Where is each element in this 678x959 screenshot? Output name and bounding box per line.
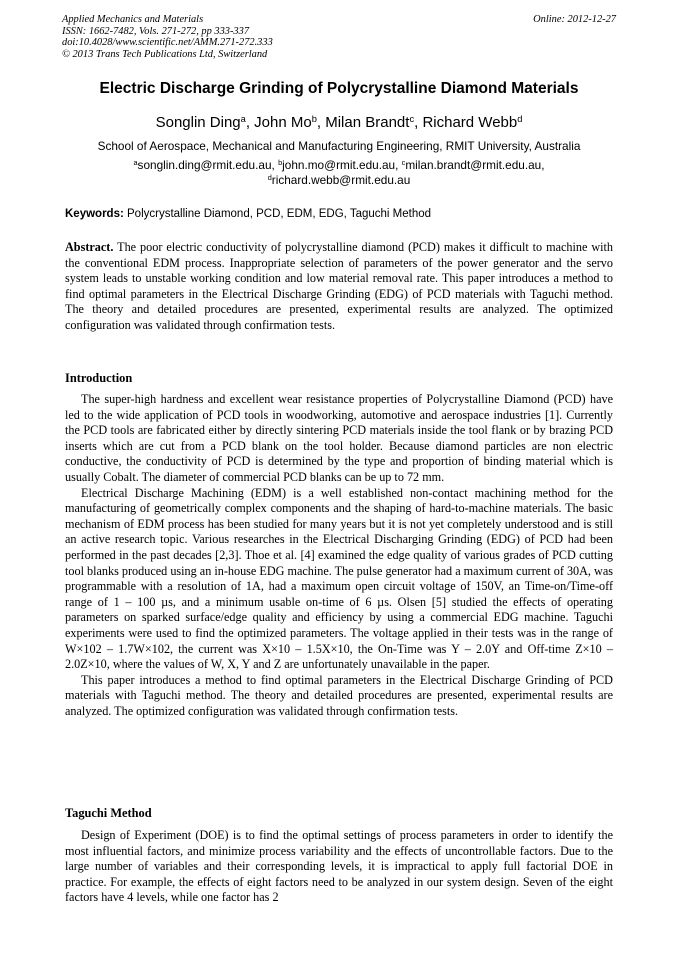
author-sup: a <box>240 113 246 124</box>
email-sup: d <box>267 172 272 182</box>
keywords-text: Polycrystalline Diamond, PCD, EDM, EDG, Taguchi Method <box>127 208 432 220</box>
abstract <box>65 240 613 334</box>
author: Milan Brandt <box>325 114 410 131</box>
author: John Mo <box>254 114 312 131</box>
email-link[interactable]: milan.brandt@rmit.edu.au <box>405 158 542 172</box>
email-link[interactable]: richard.webb@rmit.edu.au <box>271 173 411 187</box>
section-heading-introduction: Introduction <box>65 371 133 385</box>
email-sup: b <box>278 157 283 167</box>
doi-line: doi:10.4028/www.scientific.net/AMM.271-272.333 <box>62 37 273 49</box>
issn-line: ISSN: 1662-7482, Vols. 271-272, pp 333-337 <box>62 25 250 37</box>
journal-name: Applied Mechanics and Materials <box>62 14 204 25</box>
keywords-label: Keywords: <box>65 208 124 220</box>
keywords <box>65 208 613 220</box>
paragraph: Electrical Discharge Machining (EDM) is a well established non-contact machining method for the manufacturing of geometrically complex components and the shaping of hard-to-machine materials. The basic mechanism of EDM process has been studied for many years but it is not yet completely understood and is still an active research topic. Various researches in the Electrical Discharging Grinding (EDG) of PCD had been performed in the past decades [2,3]. Thoe et al. [4] examined the edge quality of various grades of PCD cutting tool blanks produced using an in-house EDG machine. The pulse generator had a maximum current of 30A, was programmable with a resolution of 1A, had a maximum open circuit voltage of 150V, an Time-on/Time-off range of 1 – 100 µs, and a minimum usable on-time of 6 µs. Olsen [5] studied the effects of operating parameters on sparked surface/edge quality and efficiency by using a commercial EDG machine. Taguchi experiments were used to find the optimized parameters. The voltage applied in their tests was in the range of W×102 – 1.7W×102, the current was X×10 – 1.5X×10, the On-Time was Y – 2.0Y and Off-time Z×10 – 2.0Z×10, where the values of W, X, Y and Z are unfortunately unavailable in the paper. <box>65 485 613 672</box>
online-date: Online: 2012-12-27 <box>533 14 616 25</box>
author: Songlin Ding <box>155 114 241 131</box>
author-sup: c <box>409 113 415 124</box>
paragraph: The super-high hardness and excellent wear resistance properties of Polycrystalline Diamond (PCD) have led to the wide application of PCD tools in woodworking, automotive and aerospace industries [1]. Currently the PCD tools are fabricated either by directly sintering PCD materials inside the tool flank or by brazing PCD inserts which are cut from a PCD blank on the tool holder. Because diamond particles are non electric conductive, the conductivity of PCD is determined by the type and proportion of binding material which is usually Cobalt. The diameter of commercial PCD blanks can be up to 72 mm. <box>65 392 613 484</box>
email-sup: c <box>401 157 406 167</box>
email-sup: a <box>133 157 138 167</box>
author: Richard Webb <box>422 114 518 131</box>
journal-header <box>62 14 616 60</box>
paragraph: This paper introduces a method to find optimal parameters in the Electrical Discharge Grinding of PCD materials with Taguchi method. The theory and detailed procedures are presented, experimental results are analyzed. The optimized configuration was validated through confirmation tests. <box>65 672 613 718</box>
paper-title: Electric Discharge Grinding of Polycrystalline Diamond Materials <box>99 80 579 97</box>
email-link[interactable]: john.mo@rmit.edu.au <box>282 158 396 172</box>
introduction-body <box>65 392 613 719</box>
abstract-label: Abstract. <box>65 240 114 254</box>
email-list: $^a$songlin.ding@rmit.edu.au, $^b$john.mo@rmit.edu.au, $^c$milan.brandt@rmit.edu.au, $^d$richard.webb@rmit.edu.au <box>133 157 545 187</box>
abstract-text: The poor electric conductivity of polycrystalline diamond (PCD) makes it difficult to machine with the conventional EDM process. Inappropriate selection of parameters of the power generator and the servo system leads to unstable working condition and low material removal rate. This paper introduces a method to find optimal parameters in the Electrical Discharge Grinding (EDG) of PCD materials with Taguchi method. The theory and detailed procedures are presented, experimental results are analyzed. The optimized configuration was validated through confirmation tests. <box>65 240 614 332</box>
author-sup: b <box>311 113 317 124</box>
copyright-line: © 2013 Trans Tech Publications Ltd, Switzerland <box>62 48 268 60</box>
paragraph: Design of Experiment (DOE) is to find the optimal settings of process parameters in order to identify the most influential factors, and minimize process variability and the effects of uncontrollable factors. Due to the large number of variables and their corresponding levels, it is impractical to apply full factorial DOE in practice. For example, the effects of eight factors need to be analyzed in our system design. Seven of the eight factors have 4 levels, while one factor has 2 <box>65 828 613 905</box>
author-sup: d <box>517 113 523 124</box>
email-link[interactable]: songlin.ding@rmit.edu.au <box>137 158 272 172</box>
section-heading-taguchi: Taguchi Method <box>65 806 152 820</box>
affiliation: School of Aerospace, Mechanical and Manufacturing Engineering, RMIT University, Australia <box>97 139 581 153</box>
author-list: Songlin Ding$^a$, John Mo$^b$, Milan Brandt$^c$, Richard Webb$^d$ <box>155 113 523 131</box>
taguchi-body <box>65 828 613 906</box>
